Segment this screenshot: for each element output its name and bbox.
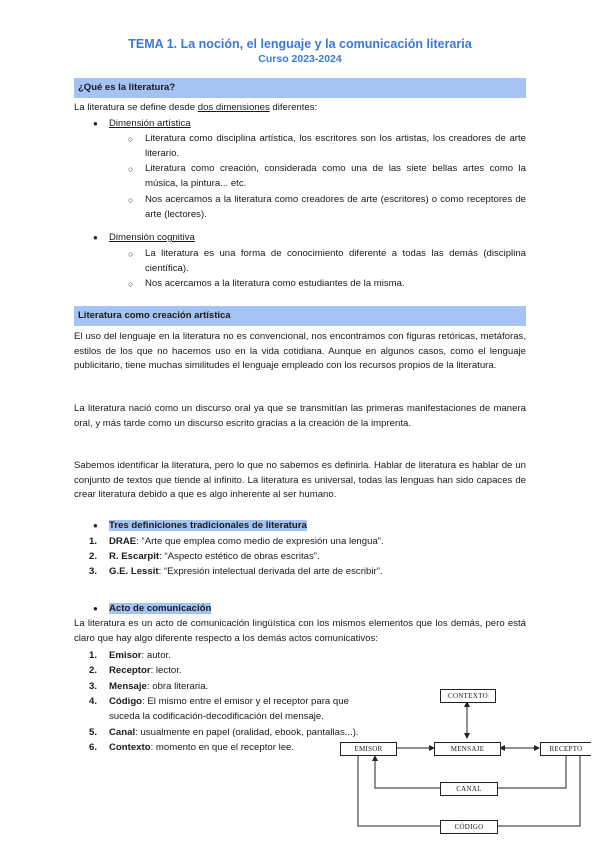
line-codigo-right — [496, 756, 580, 826]
list-number: 2. — [89, 551, 98, 562]
section-heading-creacion: Literatura como creación artística — [74, 306, 526, 326]
circle-bullet-icon: ○ — [128, 195, 134, 205]
document-subtitle: Curso 2023-2024 — [258, 53, 342, 65]
list-number: 6. — [89, 742, 98, 753]
dos-dimensiones-text: dos dimensiones — [197, 102, 270, 113]
circle-bullet-icon: ○ — [128, 164, 134, 174]
definition-item: DRAE: “Arte que emplea como medio de expresión una lengua”. — [109, 536, 384, 547]
paragraph: Sabemos identificar la literatura, pero lo que no sabemos es definirla. Hablar de literatura es hablar de un conjunto de textos que tiende al infinito. La literatura es universal, todas las lenguas han sido capaces de crear literatura debido a que es algo inherente al ser humano. — [74, 460, 526, 500]
document-title: TEMA 1. La noción, el lenguaje y la comunicación literaria — [128, 37, 472, 51]
communication-item: Emisor: autor. — [109, 650, 171, 661]
list-number: 5. — [89, 727, 98, 738]
list-number: 2. — [89, 665, 98, 676]
circle-bullet-icon: ○ — [128, 279, 134, 289]
list-number: 3. — [89, 681, 98, 692]
dimension-artistica-label: Dimensión artística — [109, 118, 191, 129]
list-item: Nos acercamos a la literatura como creadores de arte (escritores) o como receptores de arte (lectores). — [145, 194, 526, 220]
line-codigo-left — [358, 756, 440, 826]
list-item: La literatura es una forma de conocimiento diferente a todas las demás (disciplina científica). — [145, 248, 526, 274]
bullet-icon: ● — [93, 119, 98, 128]
list-number: 4. — [89, 696, 98, 707]
arrow-canal-loop — [375, 756, 440, 788]
communication-item: Código: El mismo entre el emisor y el receptor para que suceda la codificación-decodificación del mensaje. — [109, 696, 349, 722]
contexto-box: CONTEXTO — [440, 689, 496, 703]
intro-line: La literatura se define desde dos dimensiones diferentes: — [74, 102, 318, 113]
list-item: Literatura como creación, considerada como una de las siete bellas artes como la música, la pintura... etc. — [145, 163, 526, 189]
list-item: Literatura como disciplina artística, los escritores son los artistas, los creadores de arte literario. — [145, 133, 526, 159]
communication-item: Contexto: momento en que el receptor lee. — [109, 742, 295, 753]
line-canal-right — [496, 756, 566, 788]
codigo-box: CÓDIGO — [440, 820, 498, 834]
bullet-icon: ● — [93, 521, 98, 530]
communication-heading: Acto de comunicación — [109, 603, 212, 614]
bullet-icon: ● — [93, 233, 98, 242]
paragraph: El uso del lenguaje en la literatura no es convencional, nos encontramos con figuras retóricas, metáforas, estilos de los que no hacemos uso en la vida cotidiana. Aunque en algunos casos, como el lenguaje publicitario, tiene muchas similitudes el lenguaje empleado con los recursos propios de la literatura. — [74, 331, 526, 371]
mensaje-box: MENSAJE — [434, 742, 501, 756]
definitions-heading: Tres definiciones tradicionales de literatura — [109, 520, 307, 531]
canal-box: CANAL — [440, 782, 498, 796]
dimension-cognitiva-label: Dimensión cognitiva — [109, 232, 195, 243]
communication-item: Mensaje: obra literaria. — [109, 681, 209, 692]
definition-item: G.E. Lessit: “Expresión intelectual derivada del arte de escribir”. — [109, 566, 383, 577]
circle-bullet-icon: ○ — [128, 134, 134, 144]
circle-bullet-icon: ○ — [128, 249, 134, 259]
list-number: 1. — [89, 536, 98, 547]
receptor-box: RECEPTO — [540, 742, 591, 756]
paragraph: La literatura nació como un discurso oral ya que se transmitían las primeras manifestaciones de manera oral, y más tarde como un discurso escrito gracias a la creación de la imprenta. — [74, 403, 526, 429]
list-number: 1. — [89, 650, 98, 661]
definition-item: R. Escarpit: “Aspecto estético de obras escritas”. — [109, 551, 320, 562]
emisor-box: EMISOR — [340, 742, 397, 756]
communication-intro: La literatura es un acto de comunicación lingüística con los mismos elementos que los demás, pero está claro que hay algo diferente respecto a los demás actos comunicativos: — [74, 618, 526, 644]
bullet-icon: ● — [93, 604, 98, 613]
list-item: Nos acercamos a la literatura como estudiantes de la misma. — [145, 278, 405, 289]
communication-item: Receptor: lector. — [109, 665, 182, 676]
communication-item: Canal: usualmente en papel (oralidad, ebook, pantallas...). — [109, 727, 359, 738]
list-number: 3. — [89, 566, 98, 577]
section-heading-que-es: ¿Qué es la literatura? — [74, 78, 526, 98]
